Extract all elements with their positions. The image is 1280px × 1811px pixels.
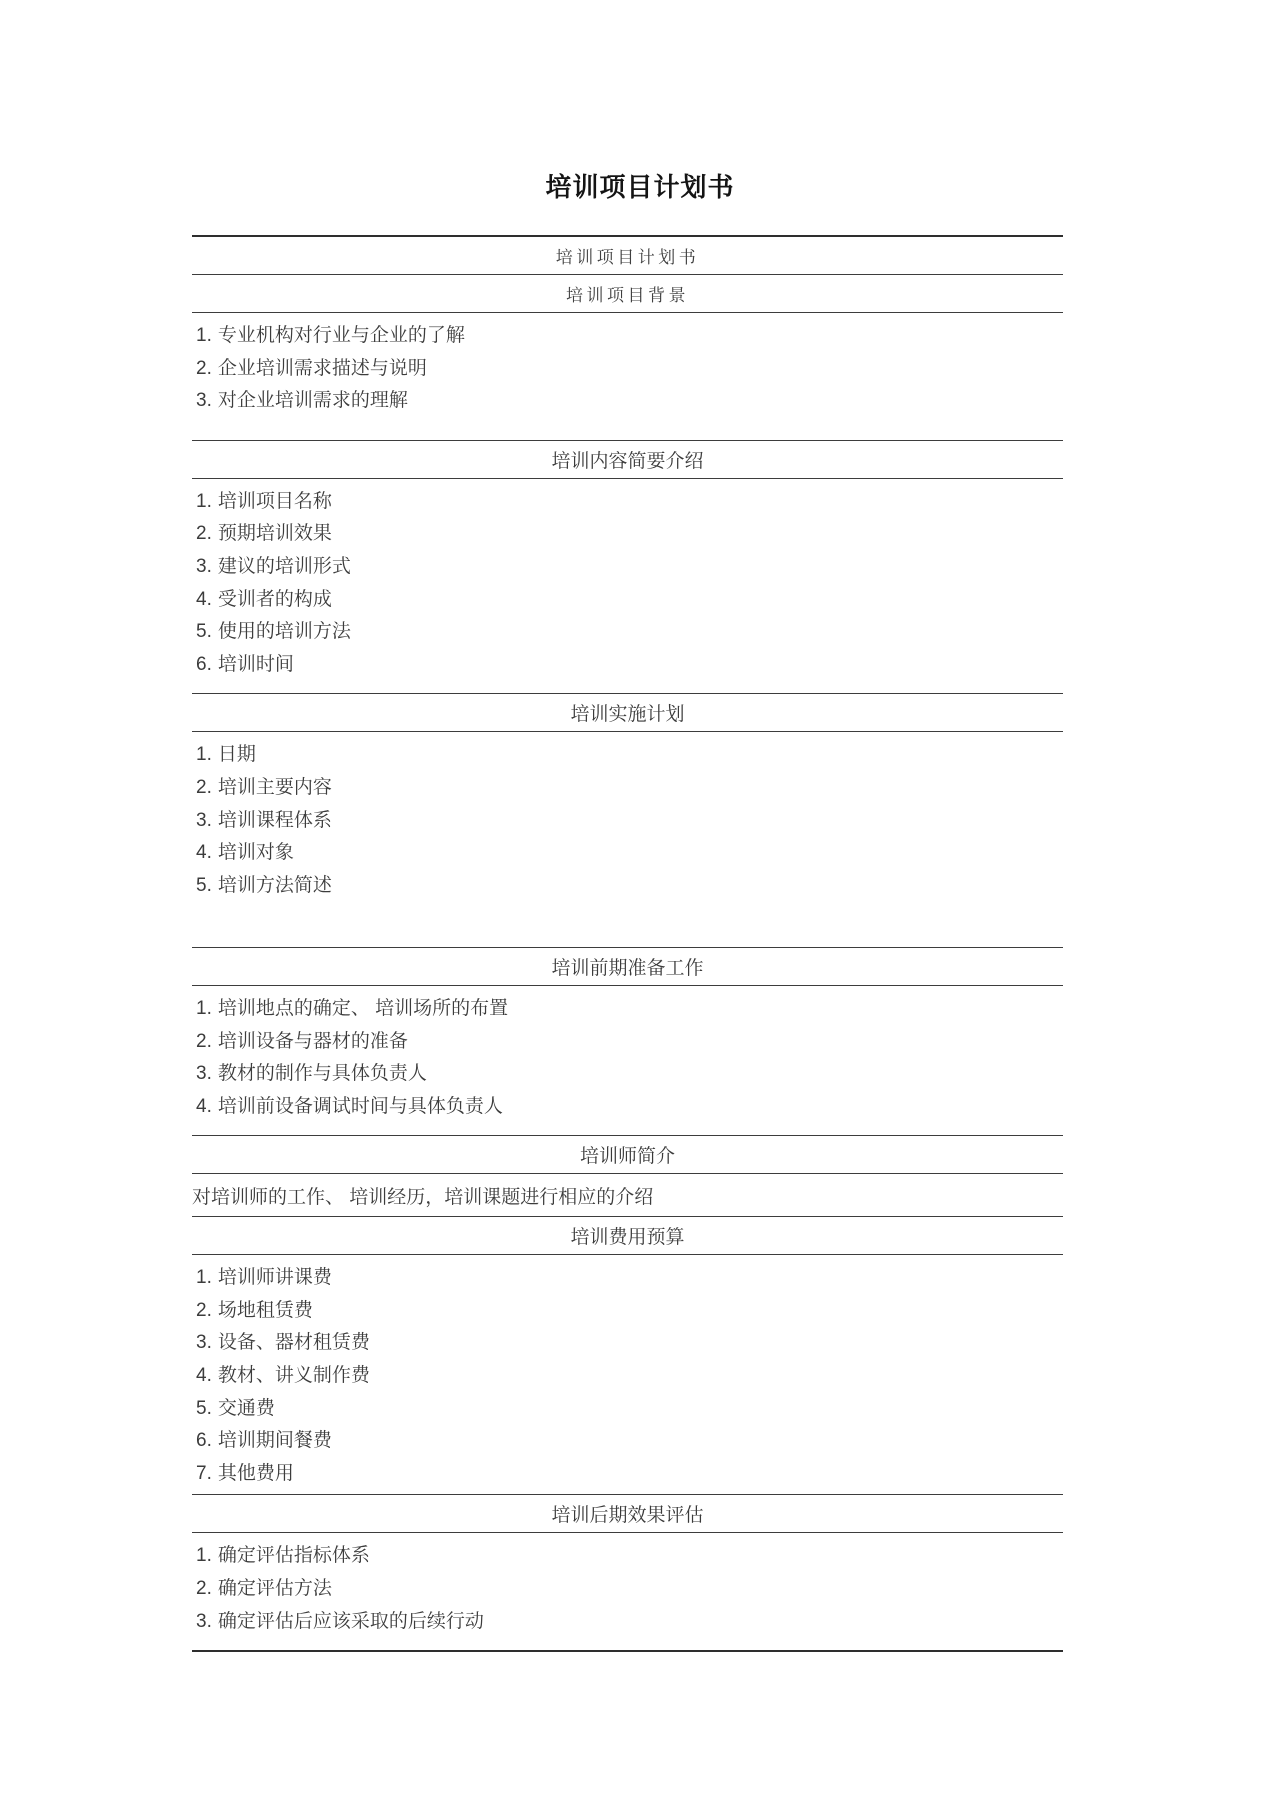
- section-heading-budget: [192, 1216, 1063, 1254]
- table-title-row: [192, 237, 1063, 274]
- list-item: 6. 培训时间: [196, 653, 294, 675]
- list-item: 3. 设备、器材租赁费: [196, 1332, 370, 1354]
- section-heading-preparation: [192, 947, 1063, 985]
- section-background-items: [192, 312, 1063, 440]
- list-item: 4. 教材、讲义制作费: [196, 1365, 370, 1387]
- section-heading-text: 培训内容简要介绍: [551, 450, 704, 472]
- section-implementation-items: [192, 731, 1063, 947]
- section-heading-text: 培训后期效果评估: [551, 1505, 704, 1527]
- blank-paragraph: [196, 902, 1053, 935]
- table-title-text: 培训项目计划书: [555, 248, 700, 267]
- trainer-intro-paragraph: [192, 1173, 1063, 1216]
- plan-table: [192, 235, 1063, 1652]
- list-item: 3. 确定评估后应该采取的后续行动: [196, 1610, 484, 1632]
- section-heading-text: 培训实施计划: [570, 704, 685, 726]
- section-budget-items: [192, 1254, 1063, 1494]
- list-item: 4. 培训前设备调试时间与具体负责人: [196, 1095, 503, 1117]
- section-heading-text: 培训师简介: [579, 1146, 675, 1168]
- list-item: 2. 确定评估方法: [196, 1578, 332, 1600]
- section-heading-evaluation: [192, 1494, 1063, 1532]
- section-heading-content-intro: [192, 440, 1063, 478]
- list-item: 4. 培训对象: [196, 842, 294, 864]
- section-content-intro-items: [192, 478, 1063, 694]
- section-heading-implementation: [192, 693, 1063, 731]
- list-item: 1. 专业机构对行业与企业的了解: [196, 325, 465, 346]
- list-item: 2. 场地租赁费: [196, 1299, 313, 1321]
- list-item: 3. 培训课程体系: [196, 809, 332, 831]
- list-item: 3. 教材的制作与具体负责人: [196, 1063, 427, 1085]
- list-item: 4. 受训者的构成: [196, 588, 332, 610]
- section-heading-text: 培训前期准备工作: [551, 957, 704, 979]
- list-item: 1. 培训项目名称: [196, 490, 332, 512]
- list-item: 1. 日期: [196, 744, 256, 766]
- list-item: 2. 培训设备与器材的准备: [196, 1030, 408, 1052]
- list-item: 6. 培训期间餐费: [196, 1430, 332, 1452]
- list-item: 2. 企业培训需求描述与说明: [196, 357, 427, 379]
- list-item: 1. 确定评估指标体系: [196, 1545, 370, 1567]
- list-item: 1. 培训地点的确定、 培训场所的布置: [196, 997, 509, 1019]
- list-item: 7. 其他费用: [196, 1462, 294, 1484]
- list-item: 2. 预期培训效果: [196, 523, 332, 545]
- list-item: 5. 培训方法简述: [196, 874, 332, 896]
- section-heading-trainer-intro: [192, 1135, 1063, 1173]
- section-heading-text: 培训费用预算: [570, 1227, 685, 1249]
- section-heading-background: [192, 274, 1063, 312]
- doc-title: 培训项目计划书: [545, 172, 735, 202]
- list-item: 1. 培训师讲课费: [196, 1267, 332, 1289]
- list-item: 2. 培训主要内容: [196, 776, 332, 798]
- list-item: 5. 使用的培训方法: [196, 621, 351, 643]
- list-item: 3. 对企业培训需求的理解: [196, 390, 408, 412]
- list-item: 3. 建议的培训形式: [196, 555, 351, 577]
- section-evaluation-items: [192, 1532, 1063, 1650]
- section-preparation-items: [192, 985, 1063, 1135]
- list-item: 5. 交通费: [196, 1397, 275, 1419]
- paragraph-text: 对培训师的工作、 培训经历，培训课题进行相应的介绍: [192, 1186, 654, 1208]
- section-heading-text: 培训项目背景: [566, 286, 689, 305]
